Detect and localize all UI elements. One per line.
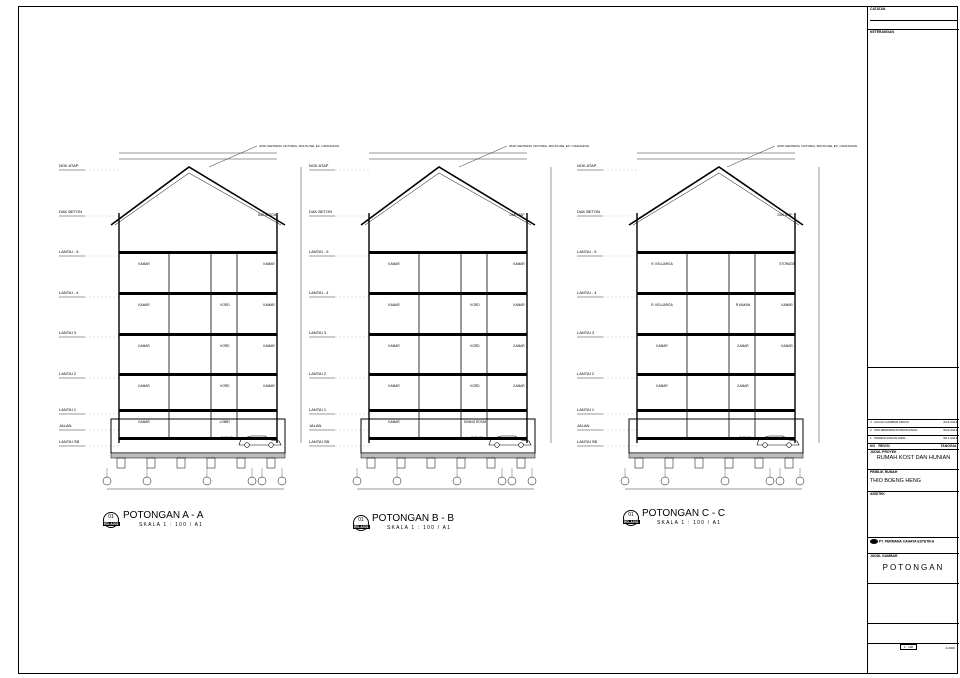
roof-inner bbox=[115, 173, 281, 225]
floor-slab bbox=[119, 292, 277, 295]
level-label: DAK BETON bbox=[59, 209, 83, 214]
grid-axis-bubble bbox=[143, 477, 151, 485]
roof-leader bbox=[727, 146, 775, 167]
level-label: LANTAI - 5 bbox=[309, 249, 329, 254]
basement-slab bbox=[361, 453, 535, 458]
section-3-number: 01 bbox=[623, 510, 639, 526]
grid-axis-bubble bbox=[721, 477, 729, 485]
section-3-drawing bbox=[577, 144, 857, 489]
grid-axis-bubble bbox=[203, 477, 211, 485]
car-wheel bbox=[763, 443, 768, 448]
rev-date: 20-6-2014 bbox=[943, 420, 957, 424]
level-label: JALAN bbox=[309, 423, 322, 428]
revision-row-1 bbox=[868, 435, 959, 443]
section-1-scale: SKALA 1 : 100 / A1 bbox=[139, 522, 204, 528]
drawing-title-label: JUDUL GAMBAR bbox=[870, 554, 898, 558]
level-label: LANTAI 2 bbox=[59, 371, 77, 376]
roof-deck-label: DAK ATAP bbox=[509, 213, 525, 217]
floor-slab bbox=[369, 333, 527, 336]
grid-axis-bubble bbox=[776, 477, 784, 485]
floor-slab bbox=[119, 333, 277, 336]
foundation-pile bbox=[487, 458, 495, 468]
room-label: KAMAR bbox=[388, 420, 400, 424]
grid-axis-bubble bbox=[258, 477, 266, 485]
project-label: JUDUL PROYEK bbox=[870, 450, 897, 454]
floor-slab bbox=[637, 333, 795, 336]
section-1-number: 01 bbox=[103, 512, 119, 528]
room-label: KAMAR bbox=[138, 262, 150, 266]
roof-deck-label: DAK BETON bbox=[257, 213, 277, 217]
signature-box bbox=[868, 583, 959, 623]
owner-label: PEMILIK RUMAH bbox=[870, 470, 898, 474]
drawing-title: POTONGAN bbox=[882, 562, 945, 572]
rev-head-desc: REVISI bbox=[878, 444, 890, 448]
foundation-pile bbox=[725, 458, 733, 468]
roof-deck-label: DAK ATAP bbox=[777, 213, 793, 217]
section-1-title: POTONGAN A - A bbox=[123, 510, 204, 521]
room-label: LOBBY bbox=[219, 420, 231, 424]
info-box bbox=[868, 623, 959, 637]
foundation-pile bbox=[457, 458, 465, 468]
grid-axis-bubble bbox=[621, 477, 629, 485]
floor-slab bbox=[119, 409, 277, 412]
level-label: LANTAI 3 bbox=[309, 330, 327, 335]
section-2-number: 01 bbox=[353, 515, 369, 531]
car-wheel bbox=[269, 443, 274, 448]
room-label: KAMAR bbox=[513, 344, 525, 348]
foundation-pile bbox=[177, 458, 185, 468]
rev-desc: PERENCANAAN AWAL bbox=[874, 436, 906, 440]
level-label: LANTAI - 5 bbox=[577, 249, 597, 254]
foundation-pile bbox=[267, 458, 275, 468]
room-label: R.MAKAN bbox=[735, 303, 751, 307]
grid-axis-bubble bbox=[766, 477, 774, 485]
room-label: KAMAR bbox=[388, 344, 400, 348]
room-label: KORD bbox=[470, 303, 480, 307]
owner-name: THIO BOENG HENG bbox=[870, 477, 921, 484]
section-3-scale: SKALA 1 : 100 / A1 bbox=[657, 520, 722, 526]
level-label: LANTAI SB bbox=[59, 439, 80, 444]
level-label: NOK ATAP bbox=[59, 163, 79, 168]
room-label: KAMAR bbox=[781, 344, 793, 348]
section-3-ref: RD-A301 bbox=[624, 520, 639, 524]
room-label: KORD bbox=[470, 384, 480, 388]
owner-box bbox=[868, 469, 959, 489]
rev-date: 08-1-2013 bbox=[943, 436, 957, 440]
room-label: KAMAR bbox=[388, 384, 400, 388]
foundation-pile bbox=[117, 458, 125, 468]
level-label: LANTAI - 4 bbox=[59, 290, 79, 295]
floor-slab bbox=[637, 437, 795, 440]
floor-slab bbox=[369, 292, 527, 295]
floor-slab bbox=[119, 373, 277, 376]
floor-slab bbox=[637, 292, 795, 295]
level-label: DAK BETON bbox=[577, 209, 601, 214]
level-label: JALAN bbox=[59, 423, 72, 428]
room-label: KAMAR bbox=[263, 384, 275, 388]
revision-row-3 bbox=[868, 419, 959, 427]
rev-head-no: NO bbox=[870, 444, 876, 448]
roof-note: ATAP GENTENG VICTORIA, MULTILINE, EX. CISANGKAN bbox=[509, 144, 590, 148]
drawing-title-box bbox=[868, 553, 959, 583]
foundation-pile bbox=[427, 458, 435, 468]
floor-slab bbox=[637, 373, 795, 376]
firm-box bbox=[868, 537, 959, 549]
room-label: R. KELUARGA bbox=[651, 262, 673, 266]
rev-desc: ACUAN GAMBAR KERJA bbox=[874, 420, 909, 424]
basement-slab bbox=[629, 453, 803, 458]
room-label: KAMAR bbox=[138, 420, 150, 424]
grid-axis-bubble bbox=[661, 477, 669, 485]
floor-slab bbox=[369, 251, 527, 254]
firm-logo bbox=[870, 539, 878, 544]
basement-slab bbox=[111, 453, 285, 458]
grid-axis-bubble bbox=[508, 477, 516, 485]
level-label: LANTAI 2 bbox=[577, 371, 595, 376]
parking-label: PARKIR bbox=[471, 436, 483, 440]
car-wheel bbox=[787, 443, 792, 448]
rev-no: 3 bbox=[870, 420, 872, 424]
grid-axis-bubble bbox=[498, 477, 506, 485]
level-label: LANTAI 1 bbox=[59, 407, 77, 412]
project-name: RUMAH KOST DAN HUNIAN bbox=[876, 454, 951, 461]
level-label: LANTAI 1 bbox=[577, 407, 595, 412]
room-label: KAMAR bbox=[781, 303, 793, 307]
room-label: KAMAR bbox=[513, 384, 525, 388]
grid-axis-bubble bbox=[796, 477, 804, 485]
room-label: KORD bbox=[220, 344, 230, 348]
room-label: KAMAR bbox=[138, 344, 150, 348]
section-1-ref: RD-A301 bbox=[104, 522, 119, 526]
roof-inner bbox=[365, 173, 531, 225]
level-label: LANTAI 2 bbox=[309, 371, 327, 376]
parking-label: PARKIR bbox=[739, 436, 751, 440]
keterangan-label: KETERANGAN bbox=[870, 30, 894, 34]
room-label: KORD bbox=[470, 344, 480, 348]
floor-slab bbox=[637, 251, 795, 254]
project-box bbox=[868, 449, 959, 463]
room-label: KORD bbox=[220, 303, 230, 307]
section-2-scale: SKALA 1 : 100 / A1 bbox=[387, 525, 452, 531]
room-label: R. KELUARGA bbox=[651, 303, 673, 307]
foundation-pile bbox=[517, 458, 525, 468]
car-wheel bbox=[495, 443, 500, 448]
room-label: KAMAR bbox=[138, 303, 150, 307]
foundation-pile bbox=[695, 458, 703, 468]
section-drawings bbox=[19, 7, 867, 673]
floor-slab bbox=[369, 409, 527, 412]
room-label: KAMAR bbox=[737, 384, 749, 388]
grid-axis-bubble bbox=[278, 477, 286, 485]
rev-desc: IZIN MENDIRIKAN BANGUNAN bbox=[874, 428, 918, 432]
section-2-ref: RD-A301 bbox=[354, 525, 369, 529]
roof-note: ATAP GENTENG VICTORIA, MULTILINE, EX. CISANGKAN bbox=[259, 144, 340, 148]
rev-head-date: TANGGAL bbox=[940, 444, 957, 448]
foundation-pile bbox=[237, 458, 245, 468]
level-label: LANTAI - 4 bbox=[309, 290, 329, 295]
architect-label: ARSITEK bbox=[870, 492, 885, 496]
parking-label: PARKIR bbox=[221, 436, 233, 440]
sheet-number: A-0006 bbox=[945, 646, 955, 650]
roof-note: ATAP GENTENG VICTORIA, MULTILINE, EX. CISANGKAN bbox=[777, 144, 858, 148]
rev-date: 06-6-2013 bbox=[943, 428, 957, 432]
room-label: KORD bbox=[220, 384, 230, 388]
foundation-pile bbox=[147, 458, 155, 468]
foundation-pile bbox=[367, 458, 375, 468]
scale-value: 1 : 100 bbox=[900, 644, 917, 650]
floor-slab bbox=[369, 437, 527, 440]
level-label: LANTAI - 4 bbox=[577, 290, 597, 295]
architect-box bbox=[868, 491, 959, 527]
room-label: KAMAR bbox=[656, 384, 668, 388]
level-label: LANTAI - 5 bbox=[59, 249, 79, 254]
level-label: LANTAI SB bbox=[309, 439, 330, 444]
floor-slab bbox=[369, 373, 527, 376]
rev-no: 2 bbox=[870, 428, 872, 432]
catatan-label: CATATAN bbox=[870, 7, 886, 11]
grid-axis-bubble bbox=[453, 477, 461, 485]
level-label: JALAN bbox=[577, 423, 590, 428]
car-wheel bbox=[519, 443, 524, 448]
grid-axis-bubble bbox=[393, 477, 401, 485]
grid-axis-bubble bbox=[248, 477, 256, 485]
floor-slab bbox=[119, 251, 277, 254]
foundation-pile bbox=[635, 458, 643, 468]
scale-box bbox=[868, 643, 959, 655]
room-label: DINING ROOM bbox=[464, 420, 486, 424]
title-block bbox=[867, 7, 959, 673]
section-2-drawing bbox=[309, 144, 589, 489]
room-label: KAMAR bbox=[263, 303, 275, 307]
level-label: LANTAI 1 bbox=[309, 407, 327, 412]
foundation-pile bbox=[207, 458, 215, 468]
roof-leader bbox=[209, 146, 257, 167]
foundation-pile bbox=[755, 458, 763, 468]
grid-axis-bubble bbox=[528, 477, 536, 485]
floor-slab bbox=[119, 437, 277, 440]
room-label: KAMAR bbox=[138, 384, 150, 388]
grid-axis-bubble bbox=[353, 477, 361, 485]
floor-slab bbox=[637, 409, 795, 412]
room-label: KAMAR bbox=[513, 262, 525, 266]
firm-name: PT. PERMANA CAHAYA ESTETIKA bbox=[878, 539, 935, 544]
level-label: LANTAI SB bbox=[577, 439, 598, 444]
room-label: KAMAR bbox=[737, 344, 749, 348]
level-label: LANTAI 3 bbox=[577, 330, 595, 335]
foundation-pile bbox=[665, 458, 673, 468]
keterangan-box bbox=[868, 29, 959, 369]
room-label: KAMAR bbox=[513, 303, 525, 307]
room-label: KAMAR bbox=[263, 344, 275, 348]
room-label: STORAGE bbox=[779, 262, 795, 266]
section-3-title: POTONGAN C - C bbox=[642, 508, 726, 519]
level-label: NOK ATAP bbox=[577, 163, 597, 168]
level-label: LANTAI 3 bbox=[59, 330, 77, 335]
level-label: NOK ATAP bbox=[309, 163, 329, 168]
room-label: KAMAR bbox=[388, 262, 400, 266]
room-label: KAMAR bbox=[388, 303, 400, 307]
grid-axis-bubble bbox=[103, 477, 111, 485]
drawing-sheet bbox=[18, 6, 958, 674]
foundation-pile bbox=[785, 458, 793, 468]
rev-no: 1 bbox=[870, 436, 872, 440]
foundation-pile bbox=[397, 458, 405, 468]
roof-leader bbox=[459, 146, 507, 167]
car-wheel bbox=[245, 443, 250, 448]
room-label: KAMAR bbox=[263, 262, 275, 266]
roof-inner bbox=[633, 173, 799, 225]
level-label: DAK BETON bbox=[309, 209, 333, 214]
section-1-drawing bbox=[59, 144, 339, 489]
section-2-title: POTONGAN B - B bbox=[372, 513, 455, 524]
room-label: KAMAR bbox=[656, 344, 668, 348]
revision-row-2 bbox=[868, 427, 959, 435]
